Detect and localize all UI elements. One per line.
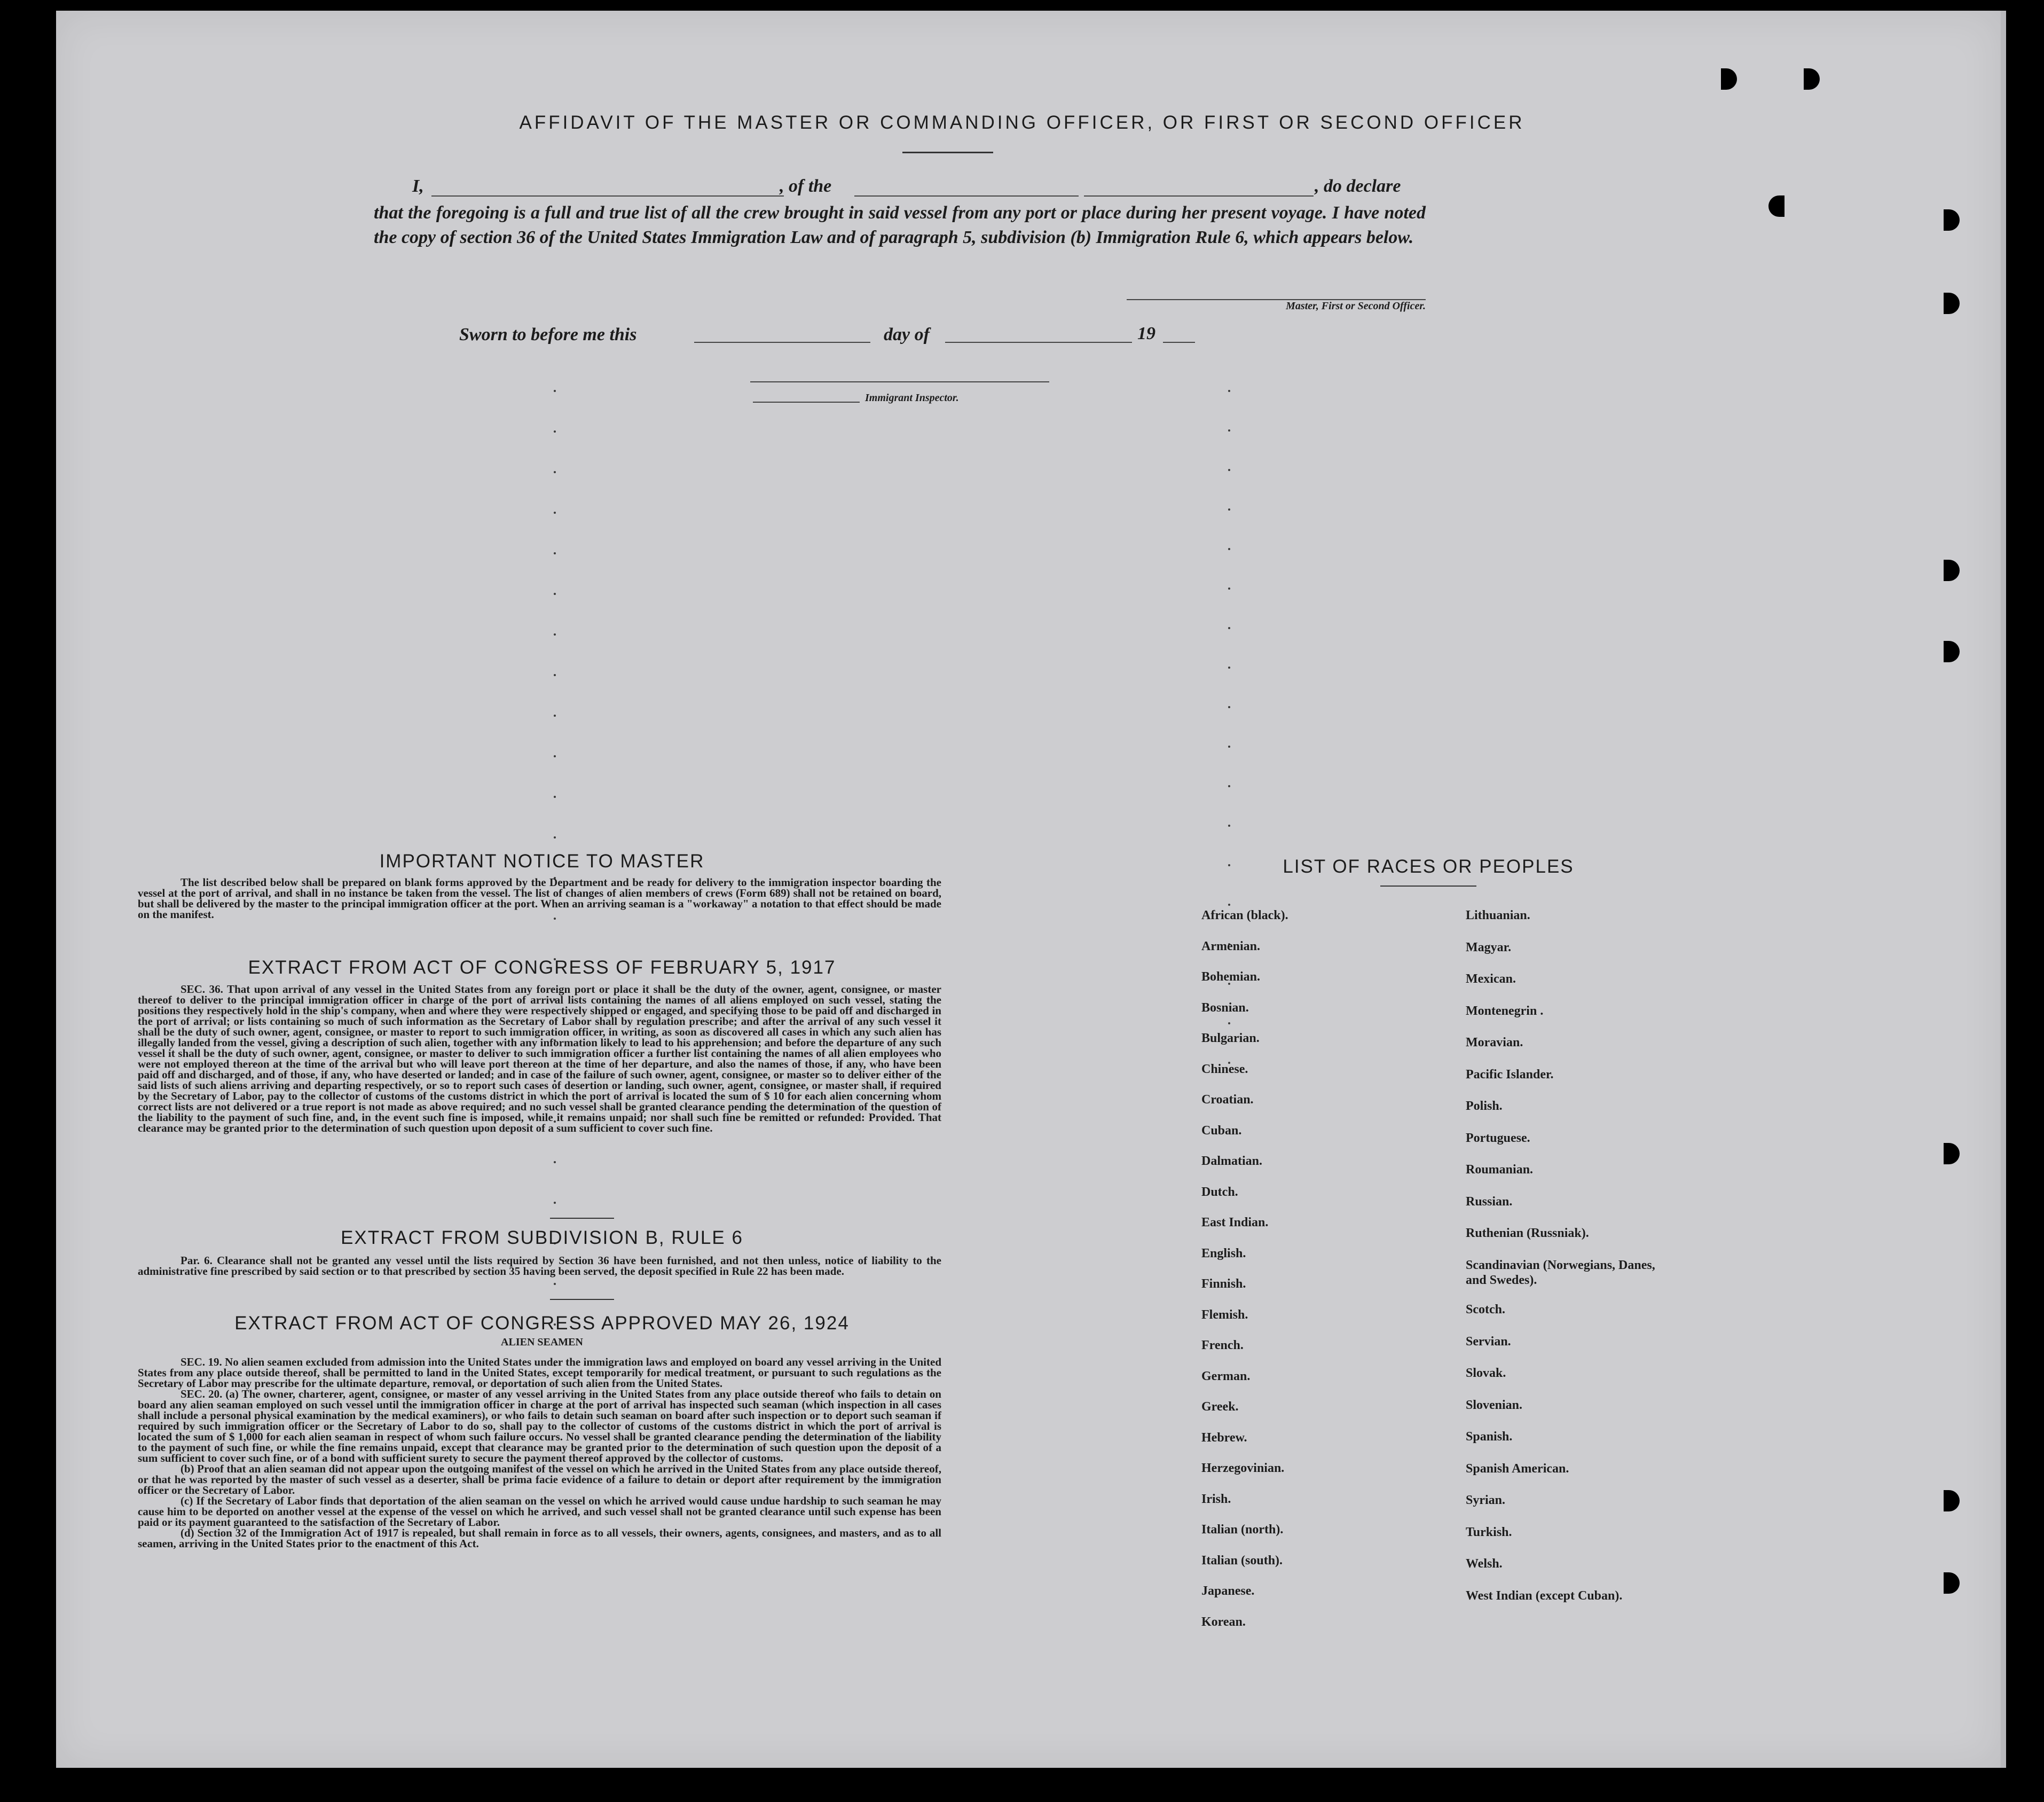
race-item: Japanese. xyxy=(1201,1584,1255,1598)
paragraph: (c) If the Secretary of Labor finds that deportation of the alien seaman on the vessel on which he arrived would cause undue hardship to such seaman he may cause him to be deported on another vessel at the expense of the vessel on which he arrived, and such vessel shall not be granted clearance until such expense has been paid or its payment guaranteed to the satisfaction of the Secretary of Labor. xyxy=(138,1494,941,1529)
race-item: Welsh. xyxy=(1466,1557,1503,1571)
race-item: East Indian. xyxy=(1201,1216,1269,1229)
inspector-signature-line[interactable] xyxy=(750,381,1049,382)
guide-dot xyxy=(1228,746,1230,748)
notice-title: IMPORTANT NOTICE TO MASTER xyxy=(379,851,705,872)
paragraph: (b) Proof that an alien seaman did not appear upon the outgoing manifest of the vessel on which he arrived in the United States from any place outside thereof, or that he was reported by the master of such vessel as a deserter, shall be prima facie evidence of a failure to detain or deport after requirement by the immigration officer or the Secretary of Labor. xyxy=(138,1462,941,1497)
race-item: African (black). xyxy=(1201,908,1288,922)
month-field[interactable] xyxy=(945,342,1132,343)
guide-dot xyxy=(1228,785,1230,787)
guide-dot xyxy=(554,390,556,392)
guide-dot xyxy=(554,755,556,757)
guide-dot xyxy=(554,836,556,839)
race-item: Herzegovinian. xyxy=(1201,1461,1285,1475)
inspector-line-lead xyxy=(753,402,860,403)
guide-dot xyxy=(1228,627,1230,629)
race-item: Scandinavian (Norwegians, Danes, and Swedes). xyxy=(1466,1258,1655,1287)
race-item: Ruthenian (Russniak). xyxy=(1466,1226,1589,1240)
race-item: Montenegrin . xyxy=(1466,1004,1544,1018)
do-declare-label: , do declare xyxy=(1315,176,1401,196)
race-item: Portuguese. xyxy=(1466,1131,1530,1145)
extract-1924-title: EXTRACT FROM ACT OF CONGRESS APPROVED MAY 26, 1924 xyxy=(234,1313,850,1334)
race-item: Greek. xyxy=(1201,1400,1239,1414)
guide-dot xyxy=(1228,667,1230,669)
guide-dot xyxy=(1228,469,1230,471)
day-of-label: day of xyxy=(884,325,930,344)
race-item: Irish. xyxy=(1201,1492,1231,1506)
declaration-text: that the foregoing is a full and true list of all the crew brought in said vessel from any port or place during her present voyage. I have noted the copy of section 36 of the United States Immigration Law and of paragraph 5, subdivision (b) Immigration Rule 6, which appears below. xyxy=(374,203,1426,247)
rule6-body: Par. 6. Clearance shall not be granted any vessel until the lists required by Section 36 have been furnished, and not then unless, notice of liability to the administrative fine prescribed by said section or to that prescribed by section 35 having been served, the deposit specified in Rule 22 has been made. xyxy=(138,1254,941,1278)
race-item: Moravian. xyxy=(1466,1036,1523,1049)
race-item: English. xyxy=(1201,1246,1246,1260)
race-item: Hebrew. xyxy=(1201,1430,1247,1445)
race-item: Slovak. xyxy=(1466,1366,1506,1380)
guide-dot xyxy=(554,552,556,554)
guide-dot xyxy=(554,512,556,514)
of-the-label: , of the xyxy=(780,176,832,196)
race-item: Italian (north). xyxy=(1201,1523,1284,1537)
race-item: Spanish American. xyxy=(1466,1461,1569,1476)
race-item: Cuban. xyxy=(1201,1123,1242,1138)
race-item: Bosnian. xyxy=(1201,1000,1249,1015)
guide-dot xyxy=(554,430,556,433)
paragraph: (d) Section 32 of the Immigration Act of 1917 is repealed, but shall remain in force as to all vessels, their owners, agents, consignees, and masters, and as to all seamen, arriving in the United States prior to the enactment of this Act. xyxy=(138,1526,941,1550)
year-label: 19 xyxy=(1137,324,1155,343)
race-item: Russian. xyxy=(1466,1194,1513,1209)
race-item: Servian. xyxy=(1466,1334,1511,1349)
guide-dot xyxy=(1228,1022,1230,1024)
guide-dot xyxy=(1228,904,1230,906)
extract-1917-body: SEC. 36. That upon arrival of any vessel in the United States from any foreign port or place it shall be the duty of the owner, agent, consignee, or master thereof to deliver to the principal immigration officer in charge of the port of arrival lists containing the names of all aliens employed on such vessel, stating the positions they respectively hold in the ship's company, when and where they were respectively shipped or engaged, and specifying those to be paid off and discharged in the port of arrival; or lists containing so much of such information as the Secretary of Labor shall by regulation prescribe; and after the arrival of any such vessel it shall be the duty of such owner, agent, consignee, or master to report to such immigration officer, in writing, as soon as discovered all cases in which any such alien has illegally landed from the vessel, giving a description of such alien, together with any information likely to lead to his apprehension; and before the departure of any such vessel it shall be the duty of such owner, agent, consignee, or master to deliver to such immigration officer a further list containing the names of all alien employees who were not employed thereon at the time of the arrival but who will leave port thereon at the time of her departure, and also the names of those, if any, who have been paid off and discharged, and of those, if any, who have deserted or landed; and in case of the failure of such owner, agent, consignee, or master so to deliver either of the said lists of such aliens arriving and departing respectively, or so to report such cases of desertion or landing, such owner, agent, consignee, or master shall, if required by the Secretary of Labor, pay to the collector of customs of the customs district in which the port of arrival is located the sum of $ 10 for each alien concerning whom correct lists are not delivered or a true report is not made as above required; and no such vessel shall be granted clearance pending the determination of the question of the liability to the payment of such fine, and, in the event such fine is imposed, while it remains unpaid; nor shall such fine be remitted or refunded: Provided. That clearance may be granted prior to the determination of such question upon deposit of a sum sufficient to cover such fine. xyxy=(138,983,941,1134)
race-item: Bohemian. xyxy=(1201,970,1261,984)
race-item: Chinese. xyxy=(1201,1062,1248,1076)
paragraph: SEC. 19. No alien seamen excluded from admission into the United States under the immigration laws and employed on board any vessel arriving in the United States from any place outside thereof, shall be permitted to land in the United States, except temporarily for medical treatment, or pursuant to such regulations as the Secretary of Labor may prescribe for the ultimate departure, removal, or deportation of such alien from the United States. xyxy=(138,1356,941,1390)
guide-dot xyxy=(554,593,556,595)
guide-dot xyxy=(1228,548,1230,550)
race-item: Scotch. xyxy=(1466,1303,1505,1317)
guide-dot xyxy=(1228,429,1230,432)
races-rule xyxy=(1380,886,1476,887)
guide-dot xyxy=(554,1283,556,1285)
guide-dot xyxy=(1228,825,1230,827)
guide-dot xyxy=(554,471,556,473)
race-item: Turkish. xyxy=(1466,1525,1512,1539)
race-item: Dalmatian. xyxy=(1201,1154,1262,1168)
section-rule xyxy=(550,1218,614,1219)
race-item: Polish. xyxy=(1466,1099,1503,1113)
year-field[interactable] xyxy=(1163,342,1195,343)
race-item: Dutch. xyxy=(1201,1185,1238,1199)
guide-dot xyxy=(554,796,556,798)
race-item: Slovenian. xyxy=(1466,1398,1523,1412)
guide-dot xyxy=(1228,390,1230,392)
races-title: LIST OF RACES OR PEOPLES xyxy=(1283,856,1574,877)
signature-caption: Master, First or Second Officer. xyxy=(1286,300,1426,312)
race-item: Roumanian. xyxy=(1466,1163,1534,1177)
guide-dot xyxy=(554,715,556,717)
affidavit-title: AFFIDAVIT OF THE MASTER OR COMMANDING OFFICER, OR FIRST OR SECOND OFFICER xyxy=(519,112,1525,133)
guide-dot xyxy=(554,1202,556,1204)
race-item: Pacific Islander. xyxy=(1466,1067,1554,1082)
notice-body: The list described below shall be prepared on blank forms approved by the Department and be ready for delivery to the immigration inspector boarding the vessel at the port of arrival, and shall in no instance be taken from the vessel. The list of changes of alien members of crews (Form 689) shall not be retained on board, but shall be delivered by the master to the principal immigration officer at the port. When an arriving seaman is a "workaway" a notation to that effect should be made on the manifest. xyxy=(138,876,941,921)
rule6-title: EXTRACT FROM SUBDIVISION B, RULE 6 xyxy=(341,1227,743,1248)
guide-dot xyxy=(554,633,556,636)
extract-1924-body xyxy=(138,1357,941,1549)
guide-dot xyxy=(1228,587,1230,590)
paragraph: SEC. 20. (a) The owner, charterer, agent, consignee, or master of any vessel arriving in the United States from any place outside thereof who fails to detain on board any alien seaman employed on such vessel until the immigration officer in charge at the port of arrival has inspected such seaman (which inspection in all cases shall include a personal physical examination by the medical examiners), or who fails to detain such seaman on board after such inspection or to deport such seaman if required by such immigration officer or the Secretary of Labor to do so, shall pay to the collector of customs of the customs district in which the port of arrival is located the sum of $ 1,000 for each alien seaman in respect of whom such failure occurs. No vessel shall be granted clearance pending the determination of the liability to the payment of such fine, or while the fine remains unpaid, except that clearance may be granted prior to the determination of such question upon the deposit of a sum sufficient to cover such fine, or of a bond with sufficient surety to secure the payment thereof approved by the collector of customs. xyxy=(138,1388,941,1464)
title-rule xyxy=(902,152,993,153)
race-item: Finnish. xyxy=(1201,1277,1246,1291)
extract-1924-subtitle: ALIEN SEAMEN xyxy=(501,1336,583,1348)
race-item: Croatian. xyxy=(1201,1093,1254,1107)
race-item: Spanish. xyxy=(1466,1430,1513,1444)
vessel-field[interactable] xyxy=(854,195,1079,197)
race-item: Mexican. xyxy=(1466,972,1516,986)
guide-dot xyxy=(554,1161,556,1163)
inspector-caption: Immigrant Inspector. xyxy=(865,392,959,404)
race-item: Lithuanian. xyxy=(1466,908,1530,922)
race-item: French. xyxy=(1201,1338,1244,1352)
sworn-label: Sworn to before me this xyxy=(459,325,637,344)
race-item: Korean. xyxy=(1201,1615,1246,1629)
dot-guide-right xyxy=(1228,390,1231,1063)
day-field[interactable] xyxy=(694,342,870,343)
vessel-field-2[interactable] xyxy=(1084,195,1314,197)
race-item: Syrian. xyxy=(1466,1493,1506,1507)
race-item: Magyar. xyxy=(1466,940,1512,954)
race-item: Armenian. xyxy=(1201,939,1260,953)
race-item: Bulgarian. xyxy=(1201,1031,1260,1045)
race-item: Italian (south). xyxy=(1201,1553,1283,1568)
race-item: West Indian (except Cuban). xyxy=(1466,1588,1623,1603)
name-field[interactable] xyxy=(431,195,784,197)
race-item: Flemish. xyxy=(1201,1307,1248,1322)
guide-dot xyxy=(1228,508,1230,511)
extract-1917-title: EXTRACT FROM ACT OF CONGRESS OF FEBRUARY 5, 1917 xyxy=(248,957,836,978)
guide-dot xyxy=(1228,706,1230,708)
section-rule xyxy=(550,1299,614,1300)
race-item: German. xyxy=(1201,1369,1251,1383)
i-label: I, xyxy=(412,176,424,196)
guide-dot xyxy=(554,674,556,676)
